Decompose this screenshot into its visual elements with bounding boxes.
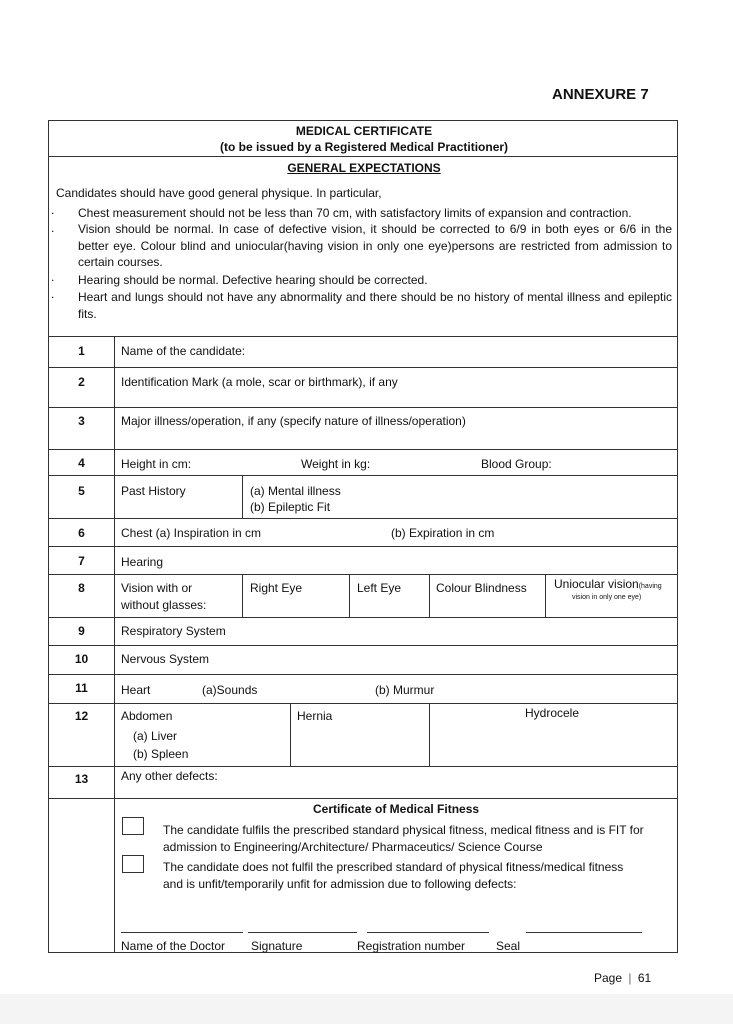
hydrocele-label: Hydrocele (525, 706, 580, 720)
fit-statement: The candidate fulfils the prescribed standard physical fitness, medical fitness and is FIT for (163, 823, 644, 837)
candidate-name-label: Name of the candidate: (121, 344, 246, 358)
seal-label: Seal (496, 939, 521, 953)
nervous-system-label: Nervous System (121, 652, 210, 666)
bullet-marker: . (51, 221, 55, 235)
row-number: 13 (74, 772, 89, 786)
spleen-label: (b) Spleen (133, 747, 189, 761)
bullet-marker: . (51, 270, 55, 284)
unfit-statement: The candidate does not fulfil the prescribed standard of physical fitness/medical fitness (163, 860, 624, 874)
row-number: 3 (78, 414, 85, 428)
signature-label: Signature (251, 939, 303, 953)
liver-label: (a) Liver (133, 729, 178, 743)
annexure-label: ANNEXURE 7 (552, 86, 649, 103)
page-label: Page (594, 971, 623, 985)
row-number: 8 (78, 581, 85, 595)
heart-sounds-label: (a)Sounds (202, 683, 258, 697)
bullet-marker: . (51, 203, 55, 217)
past-history-label: Past History (121, 484, 186, 498)
respiratory-system-label: Respiratory System (121, 624, 226, 638)
seal-line (526, 932, 642, 933)
registration-line (367, 932, 489, 933)
mental-illness-label: (a) Mental illness (250, 484, 341, 498)
abdomen-label: Abdomen (121, 709, 173, 723)
medical-certificate-form (48, 120, 678, 953)
row-number: 7 (78, 554, 85, 568)
left-eye-label: Left Eye (357, 581, 402, 595)
expectation-item: Chest measurement should not be less than 70 cm, with satisfactory limits of expansion and contraction. (78, 206, 632, 220)
right-eye-label: Right Eye (250, 581, 303, 595)
heart-label: Heart (121, 683, 151, 697)
height-label: Height in cm: (121, 457, 192, 471)
hernia-label: Hernia (297, 709, 333, 723)
page-footer (594, 971, 651, 985)
row-number: 4 (78, 456, 85, 470)
doctor-name-line (121, 932, 243, 933)
chest-expiration-label: (b) Expiration in cm (391, 526, 495, 540)
registration-number-label: Registration number (357, 939, 466, 953)
row-number: 1 (78, 344, 85, 358)
row-number: 2 (78, 375, 85, 389)
fitness-certificate-title: Certificate of Medical Fitness (313, 802, 480, 816)
fit-statement-line2: admission to Engineering/Architecture/ Pharmaceutics/ Science Course (163, 840, 543, 854)
bullet-marker: . (51, 287, 55, 301)
vision-label: Vision with or (121, 581, 193, 595)
heart-murmur-label: (b) Murmur (375, 683, 435, 697)
major-illness-label: Major illness/operation, if any (specify nature of illness/operation) (121, 414, 466, 428)
page-bottom-margin (0, 994, 733, 1024)
row-number: 5 (78, 484, 85, 498)
signature-line (248, 932, 357, 933)
row-number: 9 (78, 624, 85, 638)
general-intro: Candidates should have good general physique. In particular, (56, 186, 382, 200)
uniocular-vision-note: vision in only one eye) (572, 594, 642, 601)
fit-checkbox[interactable] (122, 817, 144, 835)
doctor-name-label: Name of the Doctor (121, 939, 226, 953)
row-number: 10 (74, 652, 89, 666)
uniocular-vision-label: Uniocular vision(having (554, 577, 662, 591)
epileptic-fit-label: (b) Epileptic Fit (250, 500, 331, 514)
colour-blindness-label: Colour Blindness (436, 581, 527, 595)
page-number: 61 (637, 971, 652, 985)
row-number: 6 (78, 526, 85, 540)
chest-inspiration-label: Chest (a) Inspiration in cm (121, 526, 262, 540)
unfit-checkbox[interactable] (122, 855, 144, 873)
expectation-item: Hearing should be normal. Defective hearing should be corrected. (78, 273, 428, 287)
vision-label-line2: without glasses: (121, 598, 207, 612)
row-number: 11 (75, 681, 88, 695)
general-expectations-heading: GENERAL EXPECTATIONS (287, 161, 441, 175)
page-separator: | (628, 971, 632, 985)
expectation-item: Heart and lungs should not have any abnormality and there should be no history of mental illness and epileptic fits. (78, 290, 672, 321)
expectation-item: Vision should be normal. In case of defective vision, it should be corrected to 6/9 in both eyes or 6/6 in the better eye. Colour blind and uniocular(having vision in only one eye)persons are restricted from admission to certain courses. (78, 222, 672, 269)
row-number: 12 (74, 709, 89, 723)
form-subtitle: (to be issued by a Registered Medical Practitioner) (219, 140, 509, 154)
hearing-label: Hearing (121, 555, 164, 569)
weight-label: Weight in kg: (301, 457, 371, 471)
identification-mark-label: Identification Mark (a mole, scar or birthmark), if any (121, 375, 398, 389)
other-defects-label: Any other defects: (121, 769, 218, 783)
unfit-statement-line2: and is unfit/temporarily unfit for admission due to following defects: (163, 877, 517, 891)
blood-group-label: Blood Group: (481, 457, 552, 471)
form-title: MEDICAL CERTIFICATE (295, 124, 433, 138)
